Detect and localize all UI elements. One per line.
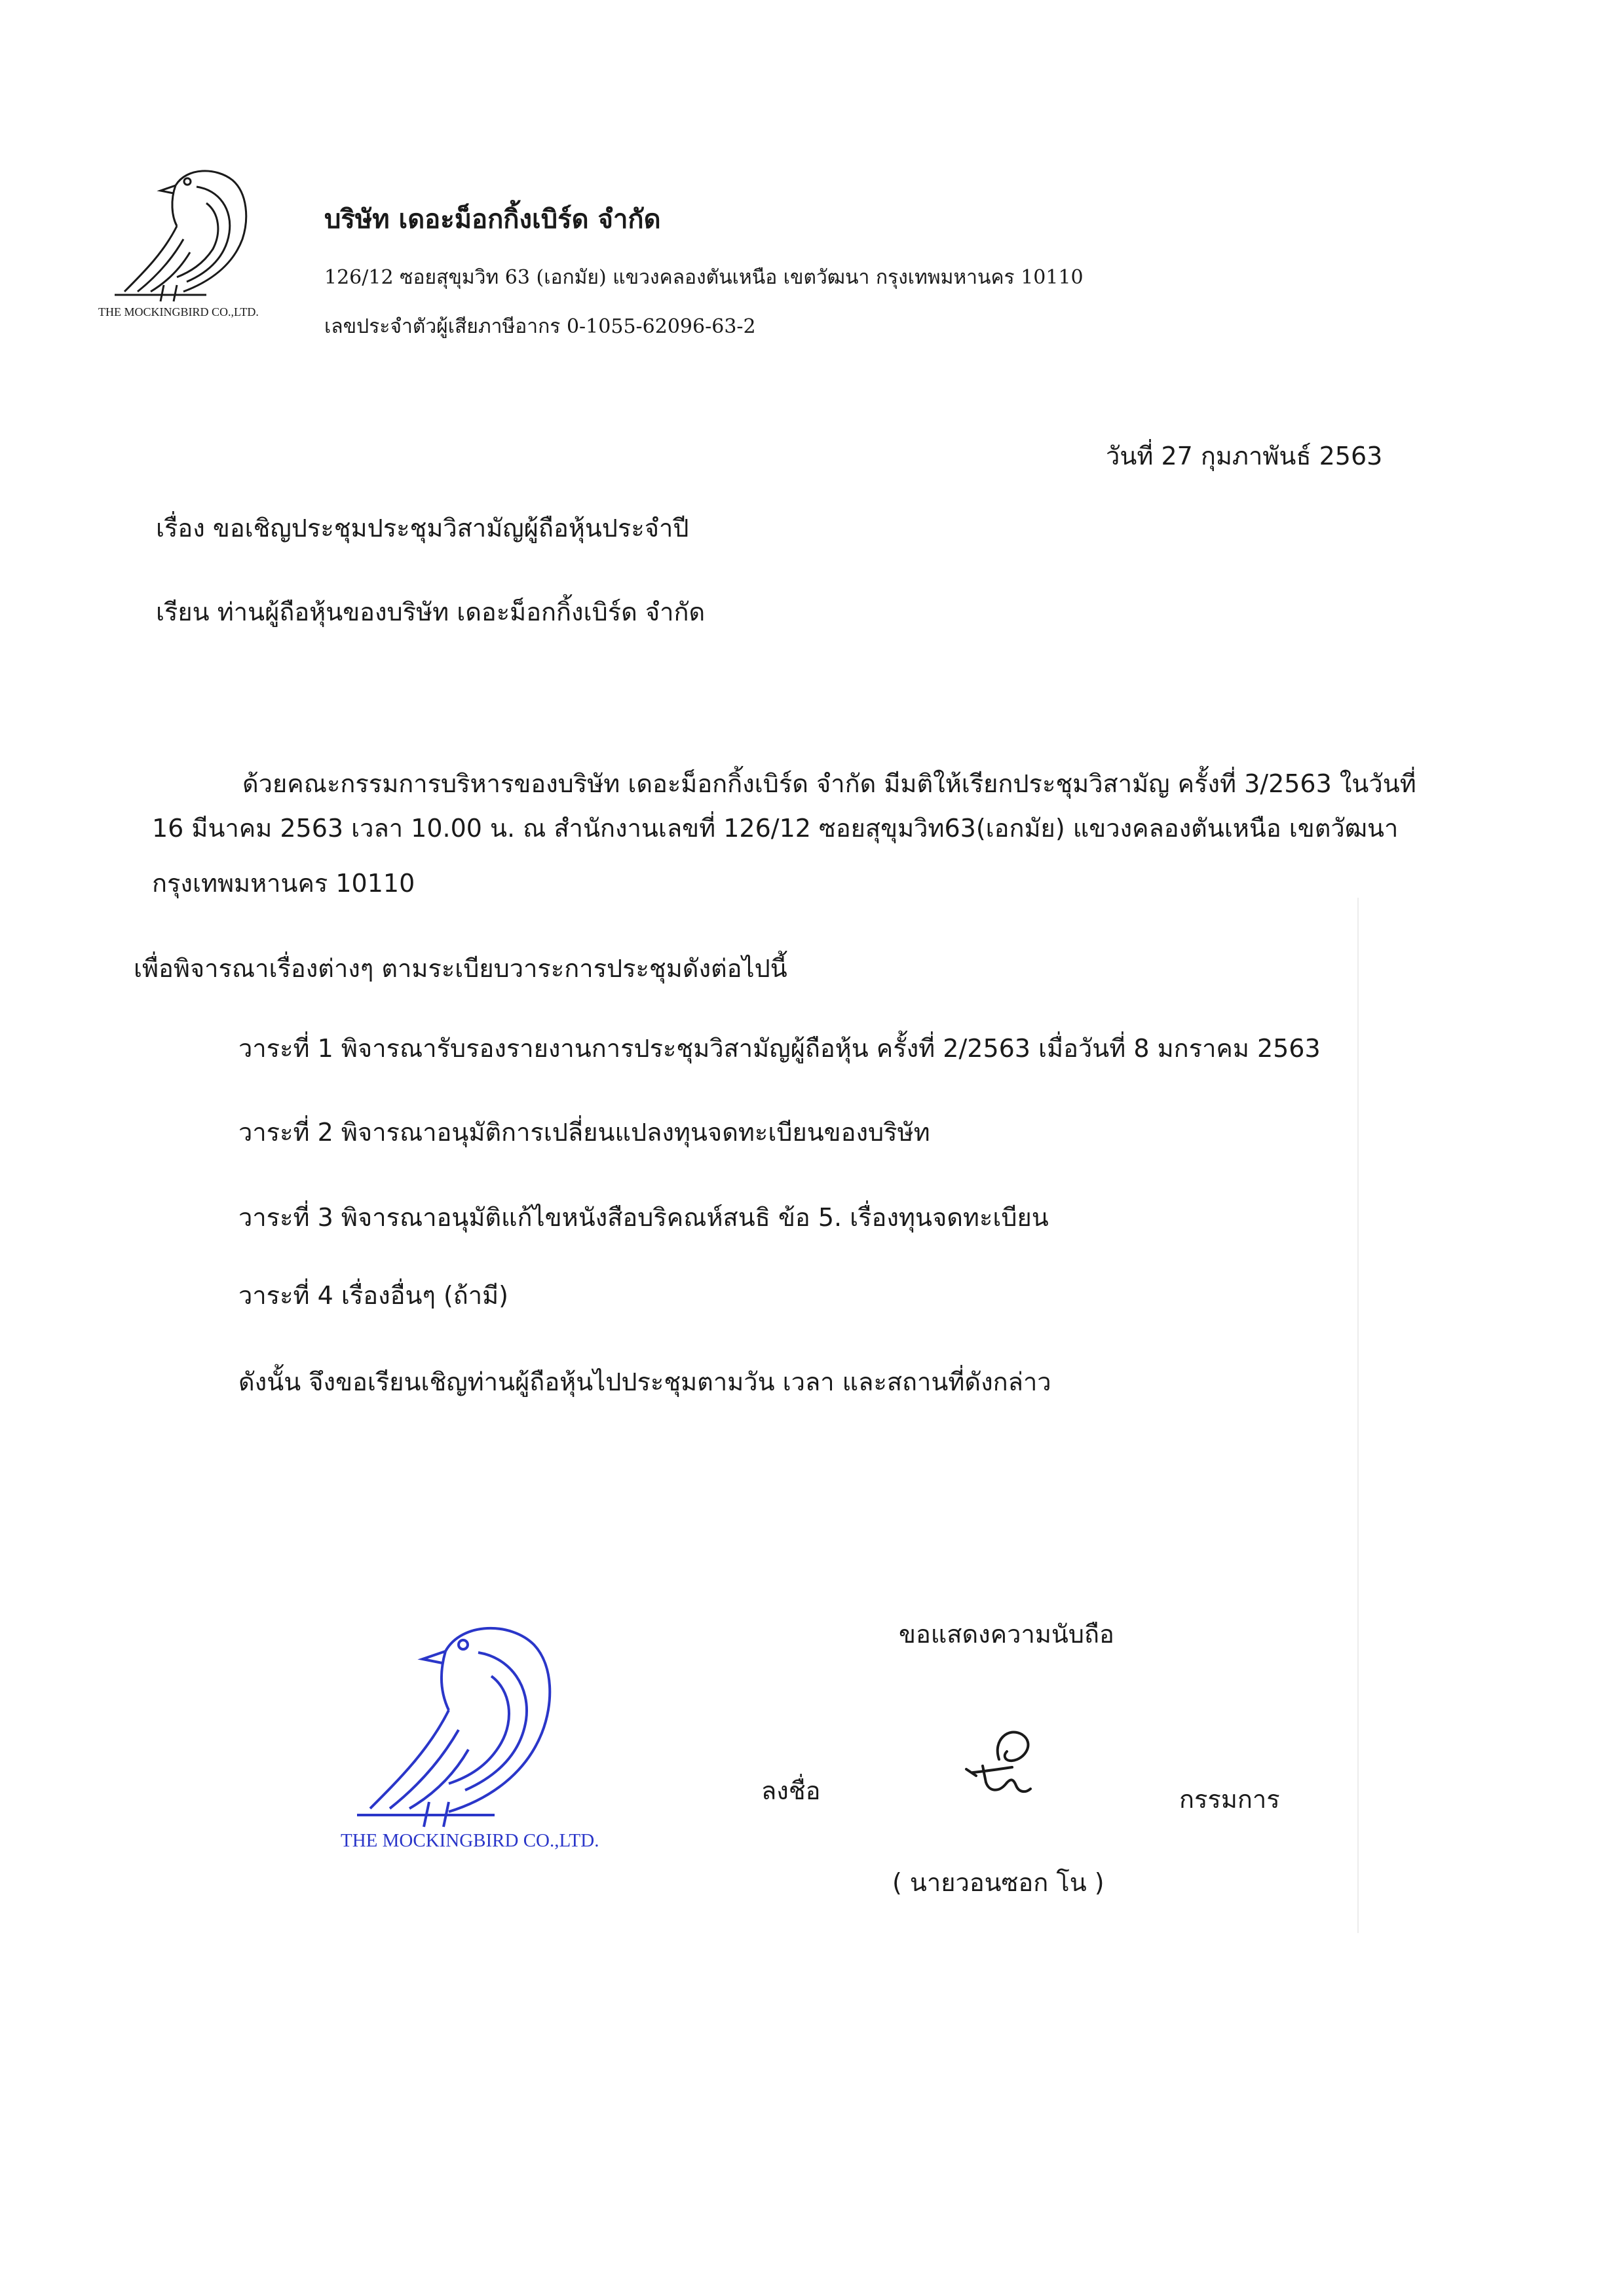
letter-recipient: เรียน ท่านผู้ถือหุ้นของบริษัท เดอะม็อกกิ้งเบิร์ด จำกัด bbox=[156, 598, 706, 626]
stamp-caption: THE MOCKINGBIRD CO.,LTD. bbox=[341, 1830, 599, 1851]
sign-label: ลงชื่อ bbox=[761, 1776, 821, 1805]
logo-caption: THE MOCKINGBIRD CO.,LTD. bbox=[98, 305, 259, 318]
body-paragraph-line: ด้วยคณะกรรมการบริหารของบริษัท เดอะม็อกกิ้งเบิร์ด จำกัด มีมติให้เรียกประชุมวิสามัญ ครั้งที่ 3/2563 ในวันที่ bbox=[242, 769, 1416, 798]
company-logo bbox=[98, 161, 295, 318]
mockingbird-logo-icon bbox=[98, 161, 295, 318]
body-paragraph-line: กรุงเทพมหานคร 10110 bbox=[152, 869, 415, 898]
signature-icon bbox=[953, 1720, 1051, 1812]
company-address: 126/12 ซอยสุขุมวิท 63 (เอกมัย) แขวงคลองตันเหนือ เขตวัฒนา กรุงเทพมหานคร 10110 bbox=[324, 266, 1084, 289]
agenda-intro: เพื่อพิจารณาเรื่องต่างๆ ตามระเบียบวาระการประชุมดังต่อไปนี้ bbox=[134, 954, 787, 983]
closing-sentence: ดังนั้น จึงขอเรียนเชิญท่านผู้ถือหุ้นไปประชุมตามวัน เวลา และสถานที่ดังกล่าว bbox=[238, 1368, 1051, 1396]
regards: ขอแสดงความนับถือ bbox=[899, 1620, 1114, 1649]
agenda-item: วาระที่ 1 พิจารณารับรองรายงานการประชุมวิสามัญผู้ถือหุ้น ครั้งที่ 2/2563 เมื่อวันที่ 8 มกราคม 2563 bbox=[238, 1034, 1321, 1063]
letter-date: วันที่ 27 กุมภาพันธ์ 2563 bbox=[1106, 442, 1383, 470]
agenda-item: วาระที่ 4 เรื่องอื่นๆ (ถ้ามี) bbox=[238, 1281, 508, 1310]
handwritten-signature bbox=[953, 1720, 1051, 1812]
body-paragraph-line: 16 มีนาคม 2563 เวลา 10.00 น. ณ สำนักงานเลขที่ 126/12 ซอยสุขุมวิท63(เอกมัย) แขวงคลองตันเหนือ เขตวัฒนา bbox=[152, 814, 1399, 843]
company-name: บริษัท เดอะม็อกกิ้งเบิร์ด จำกัด bbox=[324, 204, 661, 235]
letter-subject: เรื่อง ขอเชิญประชุมประชุมวิสามัญผู้ถือหุ้นประจำปี bbox=[156, 514, 689, 543]
company-tax-id: เลขประจำตัวผู้เสียภาษีอากร 0-1055-62096-63-2 bbox=[324, 315, 756, 338]
signer-position: กรรมการ bbox=[1179, 1785, 1280, 1814]
agenda-item: วาระที่ 2 พิจารณาอนุมัติการเปลี่ยนแปลงทุนจดทะเบียนของบริษัท bbox=[238, 1118, 930, 1147]
scan-edge-line bbox=[1357, 898, 1359, 1933]
agenda-item: วาระที่ 3 พิจารณาอนุมัติแก้ไขหนังสือบริคณห์สนธิ ข้อ 5. เรื่องทุนจดทะเบียน bbox=[238, 1203, 1049, 1232]
signer-name: ( นายวอนซอก โน ) bbox=[892, 1868, 1105, 1897]
